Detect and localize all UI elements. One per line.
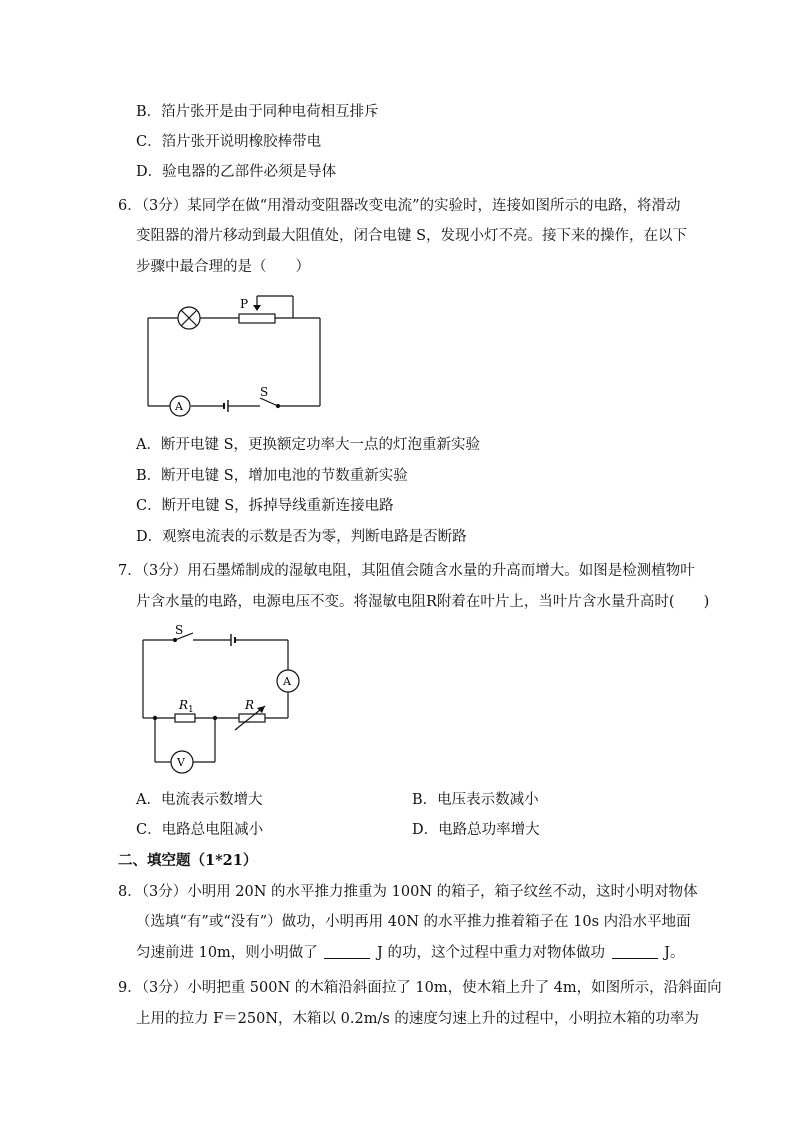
q5-option-b: B．箔片张开是由于同种电荷相互排斥: [136, 104, 379, 120]
switch-label: S: [175, 623, 184, 637]
ammeter-label: A: [175, 400, 183, 413]
q7-option-d: D．电路总功率增大: [412, 822, 540, 838]
q7-circuit-diagram: [135, 620, 305, 780]
q9-stem-line2: 上用的拉力 F＝250N，木箱以 0.2m/s 的速度匀速上升的过程中，小明拉木箱的功率为: [136, 1011, 699, 1027]
q7-stem-line2: 片含水量的电路，电源电压不变。将湿敏电阻R附着在叶片上，当叶片含水量升高时( ): [136, 594, 710, 610]
q7-option-b: B．电压表示数减小: [412, 792, 539, 808]
switch-label: S: [260, 385, 269, 399]
rheostat: [239, 314, 275, 323]
q7-option-c: C．电路总电阻减小: [136, 822, 264, 838]
r1-label: $R_1$: [179, 698, 194, 715]
q6-option-a: A．断开电键 S，更换额定功率大一点的灯泡重新实验: [136, 437, 481, 453]
r-label: R: [245, 698, 255, 712]
q7-option-a: A．电流表示数增大: [136, 792, 263, 808]
q6-stem-line1: 6．（3分）某同学在做“用滑动变阻器改变电流”的实验时，连接如图所示的电路，将滑动: [118, 198, 681, 214]
q6-option-d: D．观察电流表的示数是否为零，判断电路是否断路: [136, 529, 467, 545]
q8-blank-work[interactable]: [324, 944, 370, 959]
q6-option-b: B．断开电键 S，增加电池的节数重新实验: [136, 468, 408, 484]
q7-stem-line1: 7．（3分）用石墨烯制成的湿敏电阻，其阻值会随含水量的升高而增大。如图是检测植物叶: [118, 563, 695, 579]
q6-circuit-diagram: [140, 288, 330, 414]
q8-text-b: J 的功，这个过程中重力对物体做功: [377, 945, 605, 961]
voltmeter-label: V: [177, 756, 185, 769]
slider-label: P: [240, 297, 249, 311]
q5-option-d: D．验电器的乙部件必须是导体: [136, 164, 337, 180]
q5-option-c: C．箔片张开说明橡胶棒带电: [136, 134, 322, 150]
q8-text-a: 匀速前进 10m，则小明做了: [136, 945, 318, 961]
q8-text-c: J。: [664, 945, 685, 961]
slider-arrow-icon: [253, 305, 261, 311]
q8-stem-line1: 8．（3分）小明用 20N 的水平推力推重为 100N 的箱子，箱子纹丝不动，这时小明对物体: [118, 884, 698, 900]
humidity-resistor: [239, 714, 265, 722]
q8-blank-gravity-work[interactable]: [612, 944, 658, 959]
resistor-r1: [175, 714, 195, 722]
q9-stem-line1: 9．（3分）小明把重 500N 的木箱沿斜面拉了 10m，使木箱上升了 4m，如图所示，沿斜面向: [118, 980, 722, 996]
ammeter-label: A: [283, 675, 291, 688]
q6-stem-line2: 变阻器的滑片移动到最大阻值处，闭合电键 S，发现小灯不亮。接下来的操作，在以下: [136, 228, 688, 244]
section-title: 二、填空题（1*21）: [118, 852, 258, 869]
q8-stem-line2: （选填“有”或“没有”）做功，小明再用 40N 的水平推力推着箱子在 10s 内沿水平地面: [136, 914, 691, 930]
q6-option-c: C．断开电键 S，拆掉导线重新连接电路: [136, 498, 394, 514]
lamp-icon: [178, 307, 200, 329]
q6-stem-line3: 步骤中最合理的是（ ）: [136, 259, 310, 275]
q8-stem-line3: [136, 943, 685, 963]
